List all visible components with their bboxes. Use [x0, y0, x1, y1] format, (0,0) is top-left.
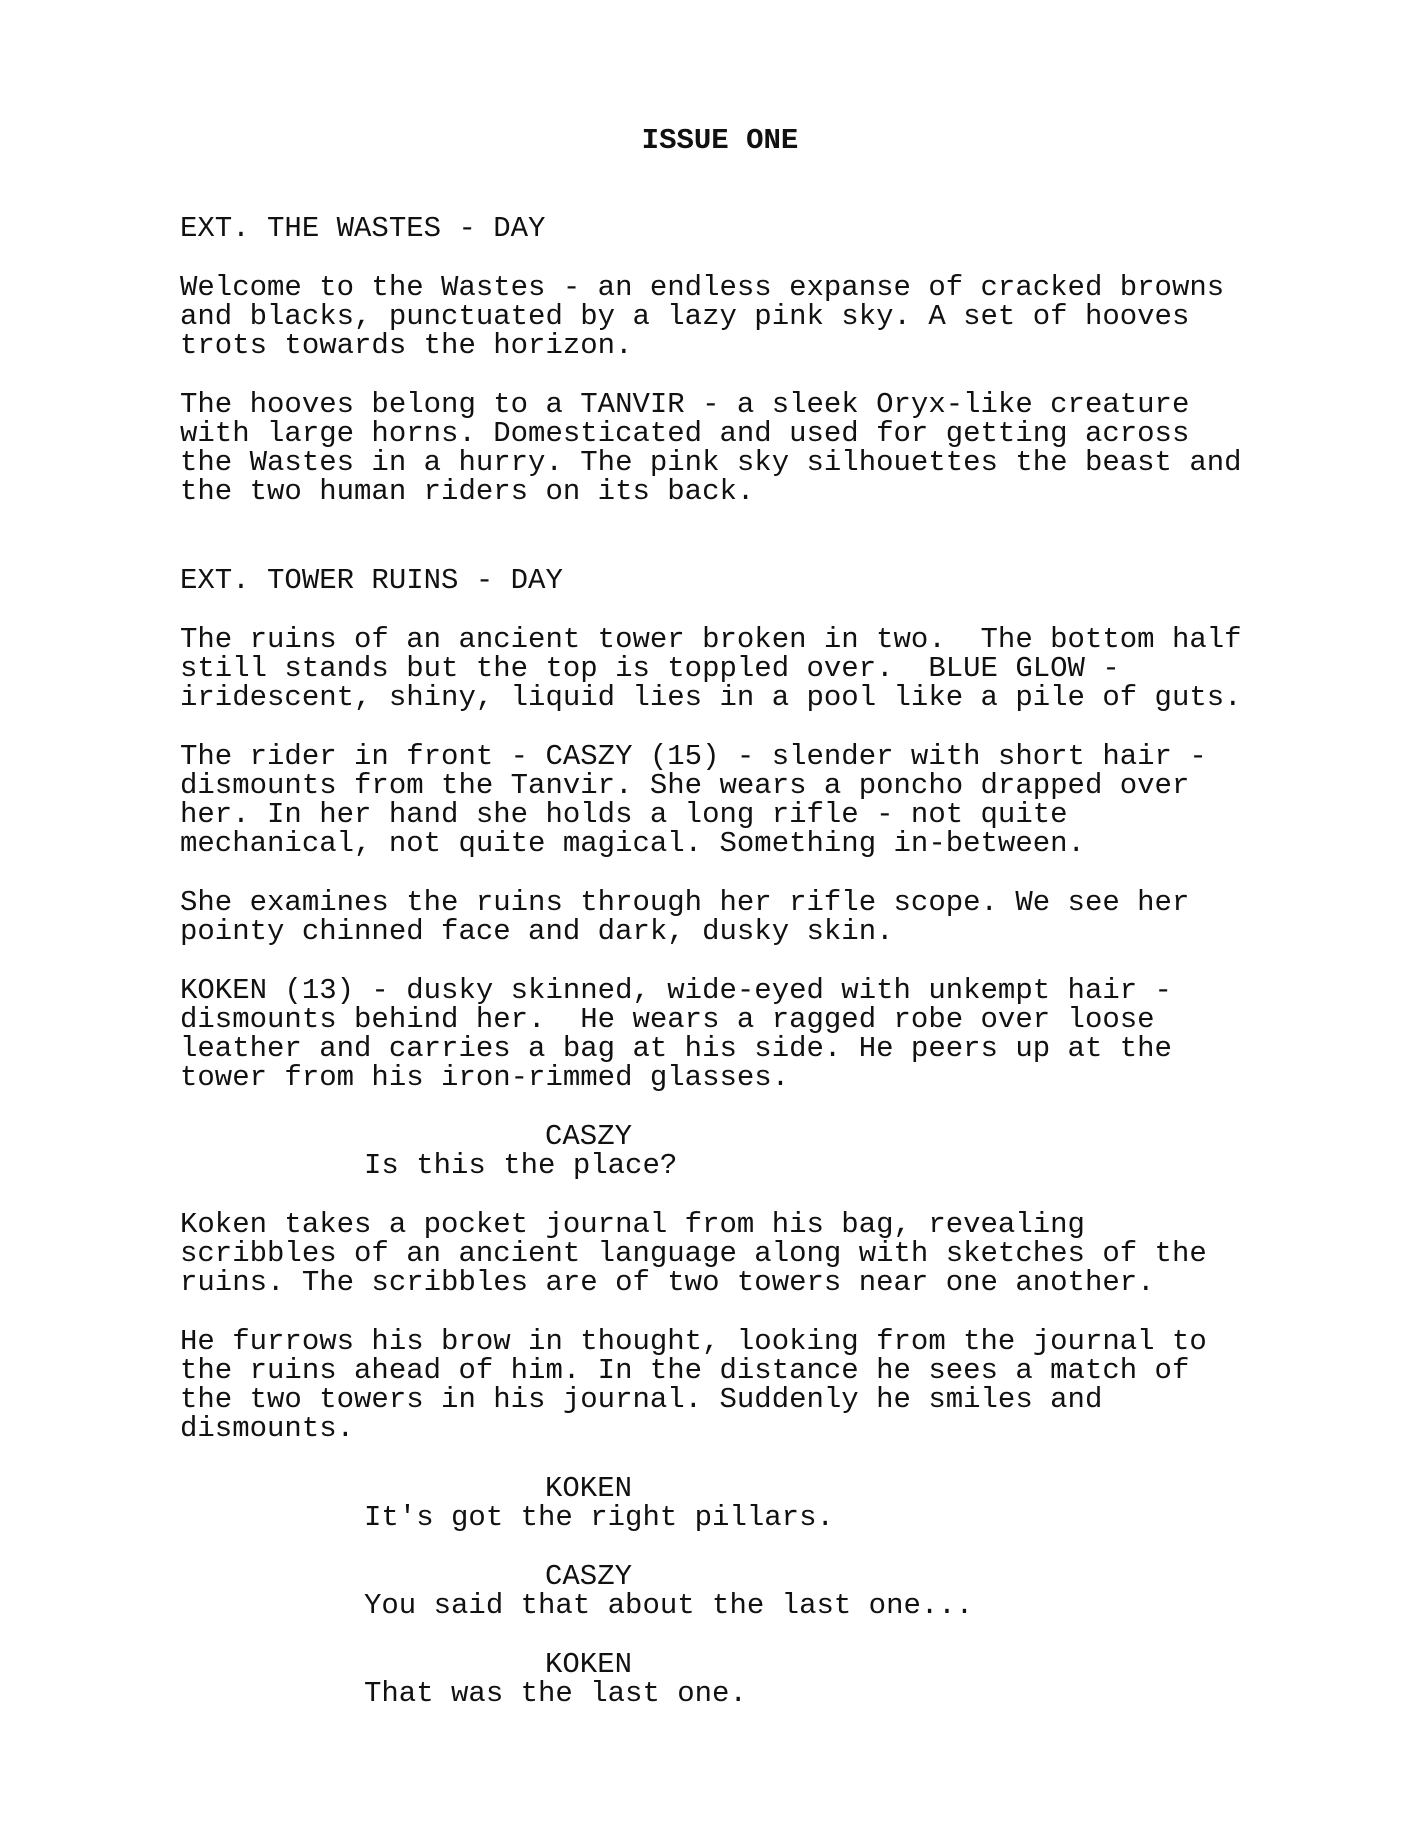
action-line: He furrows his brow in thought, looking from the journal to: [180, 1325, 1207, 1358]
action-line: still stands but the top is toppled over. BLUE GLOW -: [180, 652, 1120, 685]
action-line: mechanical, not quite magical. Something in-between.: [180, 827, 1085, 860]
scene-heading: EXT. THE WASTES - DAY: [180, 212, 546, 245]
action-line: dismounts.: [180, 1412, 355, 1445]
action-line: pointy chinned face and dark, dusky skin.: [180, 915, 894, 948]
action-line: scribbles of an ancient language along with sketches of the: [180, 1237, 1207, 1270]
action-line: She examines the ruins through her rifle scope. We see her: [180, 886, 1190, 919]
action-line: the two human riders on its back.: [180, 475, 755, 508]
character-name: CASZY: [545, 1560, 633, 1593]
action-line: the Wastes in a hurry. The pink sky silhouettes the beast and: [180, 446, 1242, 479]
character-name: KOKEN: [545, 1472, 633, 1505]
action-line: The rider in front - CASZY (15) - slender with short hair -: [180, 740, 1207, 773]
action-line: and blacks, punctuated by a lazy pink sky. A set of hooves: [180, 300, 1190, 333]
dialogue-line: It's got the right pillars.: [364, 1501, 834, 1534]
action-line: KOKEN (13) - dusky skinned, wide-eyed with unkempt hair -: [180, 974, 1172, 1007]
action-line: ruins. The scribbles are of two towers near one another.: [180, 1266, 1155, 1299]
action-line: the ruins ahead of him. In the distance he sees a match of: [180, 1354, 1190, 1387]
action-line: with large horns. Domesticated and used for getting across: [180, 417, 1190, 450]
dialogue-line: That was the last one.: [364, 1677, 747, 1710]
action-line: The hooves belong to a TANVIR - a sleek Oryx-like creature: [180, 388, 1190, 421]
action-line: Koken takes a pocket journal from his bag, revealing: [180, 1208, 1085, 1241]
dialogue-line: You said that about the last one...: [364, 1589, 974, 1622]
page-title: ISSUE ONE: [641, 124, 799, 157]
action-line: trots towards the horizon.: [180, 329, 633, 362]
action-line: dismounts from the Tanvir. She wears a poncho drapped over: [180, 769, 1190, 802]
action-line: The ruins of an ancient tower broken in two. The bottom half: [180, 623, 1242, 656]
action-line: tower from his iron-rimmed glasses.: [180, 1061, 790, 1094]
action-line: her. In her hand she holds a long rifle - not quite: [180, 798, 1068, 831]
action-line: dismounts behind her. He wears a ragged robe over loose: [180, 1003, 1155, 1036]
character-name: KOKEN: [545, 1648, 633, 1681]
action-line: leather and carries a bag at his side. He peers up at the: [180, 1032, 1172, 1065]
character-name: CASZY: [545, 1120, 633, 1153]
dialogue-line: Is this the place?: [364, 1149, 678, 1182]
action-line: Welcome to the Wastes - an endless expanse of cracked browns: [180, 271, 1225, 304]
action-line: the two towers in his journal. Suddenly he smiles and: [180, 1383, 1103, 1416]
scene-heading: EXT. TOWER RUINS - DAY: [180, 564, 563, 597]
action-line: iridescent, shiny, liquid lies in a pool like a pile of guts.: [180, 681, 1242, 714]
